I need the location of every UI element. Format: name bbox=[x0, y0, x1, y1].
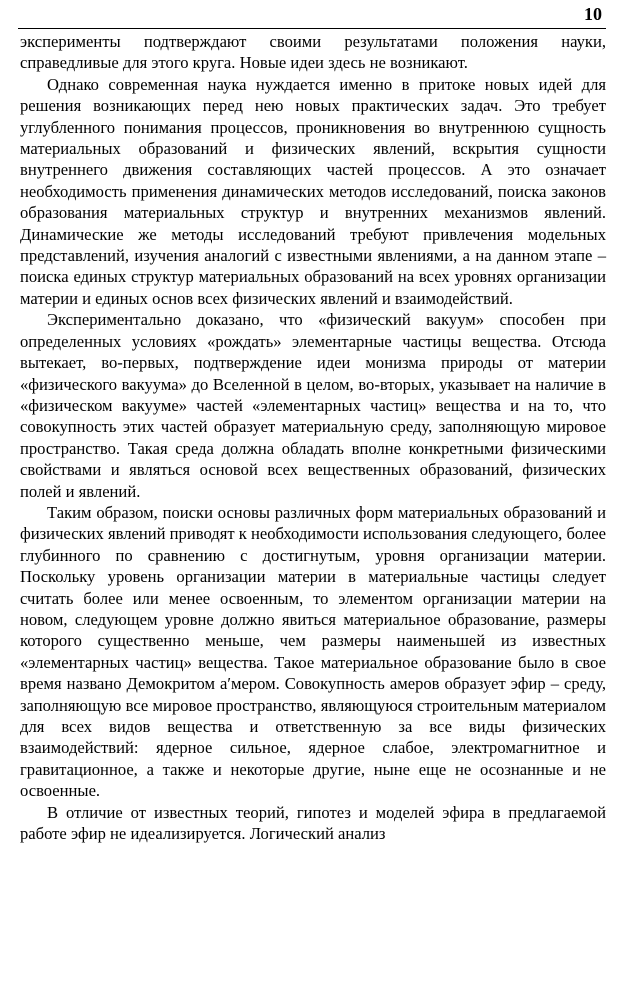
page-number: 10 bbox=[584, 4, 602, 24]
body-text bbox=[20, 31, 606, 844]
header-rule bbox=[18, 28, 606, 29]
paragraph: Таким образом, поиски основы различных форм материальных образований и физических явлений приводят к необходимости использования следующего, более глубинного по сравнению с достигнутым, уровня организации материи. Поскольку уровень организации материи в материальные частицы следует считать более или менее освоенным, то элементом организации материи на новом, следующем уровне должно явиться материальное образование, размеры которого существенно меньше, чем размеры наименьшей из известных «элементарных частиц» вещества. Такое материальное образование было в свое время названо Демокритом а′мером. Совокупность амеров образует эфир – среду, заполняющую все мировое пространство, являющуюся строительным материалом для всех видов вещества и ответственную за все виды физических взаимодействий: ядерное сильное, ядерное слабое, электромагнитное и гравитационное, а также и некоторые другие, ныне еще не осознанные и не освоенные. bbox=[20, 502, 606, 801]
paragraph: Экспериментально доказано, что «физический вакуум» способен при определенных условиях «рождать» элементарные частицы вещества. Отсюда вытекает, во-первых, подтверждение идеи монизма природы от материи «физического вакуума» до Вселенной в целом, во-вторых, указывает на наличие в «физическом вакууме» частей «элементарных частиц» вещества и на то, что совокупность этих частей образует материальную среду, заполняющую мировое пространство. Такая среда должна обладать вполне конкретными физическими свойствами и являться основой всех вещественных образований, физических полей и явлений. bbox=[20, 310, 606, 501]
paragraph: Однако современная наука нуждается именно в притоке новых идей для решения возникающих перед нею новых практических задач. Это требует углубленного понимания процессов, проникновения во внутреннюю сущность материальных образований и физических явлений, вскрытия сущности внутреннего движения составляющих частей процессов. А это означает необходимость применения динамических методов исследований, поиска законов образования материальных структур и внутренних механизмов явлений. Динамические же методы исследований требуют привлечения модельных представлений, изучения аналогий с известными явлениями, а на данном этапе – поиска единых структур материальных образований на всех уровнях организации материи и единых основ всех физических явлений и взаимодействий. bbox=[20, 74, 606, 308]
paragraph: В отличие от известных теорий, гипотез и моделей эфира в предлагаемой работе эфир не идеализируется. Логический анализ bbox=[20, 802, 606, 844]
paragraph-continued: эксперименты подтверждают своими результатами положения науки, справедливые для этого круга. Новые идеи здесь не возникают. bbox=[20, 32, 606, 73]
